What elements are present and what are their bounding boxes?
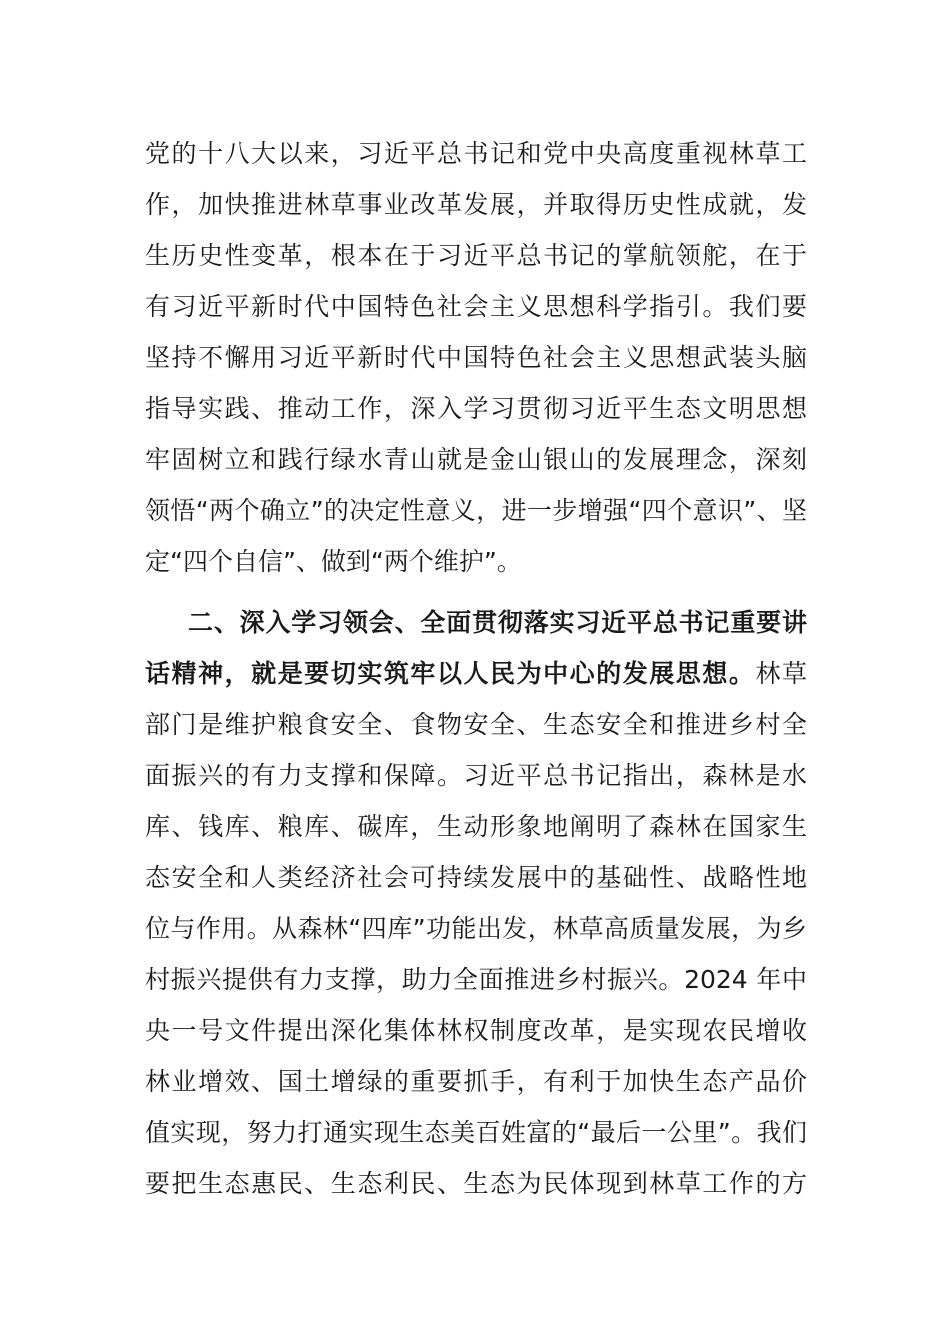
paragraph-line: 林业增效、国土增绿的重要抓手，有利于加快生态产品价 — [145, 1067, 807, 1096]
paragraph-line: 生历史性变革，根本在于习近平总书记的掌航领舵，在于 — [145, 241, 807, 270]
paragraph-line: 作，加快推进林草事业改革发展，并取得历史性成就，发 — [145, 190, 807, 219]
paragraph-line: 村振兴提供有力支撑，助力全面推进乡村振兴。2024 年中 — [145, 965, 807, 994]
paragraph-line: 定“四个自信”、做到“两个维护”。 — [145, 547, 522, 576]
paragraph-line: 部门是维护粮食安全、食物安全、生态安全和推进乡村全 — [145, 710, 807, 739]
paragraph-line: 位与作用。从森林“四库”功能出发，林草高质量发展，为乡 — [145, 914, 807, 943]
section-heading-line-2 — [145, 648, 807, 699]
paragraph-line: 有习近平新时代中国特色社会主义思想科学指引。我们要 — [145, 292, 807, 321]
paragraph-line: 领悟“两个确立”的决定性意义，进一步增强“四个意识”、坚 — [145, 496, 807, 525]
paragraph-1 — [145, 128, 807, 587]
paragraph-line: 党的十八大以来，习近平总书记和党中央高度重视林草工 — [145, 139, 807, 168]
paragraph-text: 林草 — [755, 659, 807, 688]
body-text — [145, 128, 807, 1209]
paragraph-line: 面振兴的有力支撑和保障。习近平总书记指出，森林是水 — [145, 761, 807, 790]
paragraph-line: 牢固树立和践行绿水青山就是金山银山的发展理念，深刻 — [145, 445, 807, 474]
paragraph-line: 态安全和人类经济社会可持续发展中的基础性、战略性地 — [145, 863, 807, 892]
paragraph-line: 库、钱库、粮库、碳库，生动形象地阐明了森林在国家生 — [145, 812, 807, 841]
paragraph-line: 央一号文件提出深化集体林权制度改革，是实现农民增收 — [145, 1016, 807, 1045]
paragraph-line: 坚持不懈用习近平新时代中国特色社会主义思想武装头脑 — [145, 343, 807, 372]
paragraph-spacer — [145, 587, 807, 597]
section-heading-text: 话精神，就是要切实筑牢以人民为中心的发展思想。 — [145, 659, 756, 688]
section-heading-line: 二、深入学习领会、全面贯彻落实习近平总书记重要讲 — [188, 608, 807, 637]
paragraph-line: 值实现，努力打通实现生态美百姓富的“最后一公里”。我们 — [145, 1118, 807, 1147]
paragraph-line: 指导实践、推动工作，深入学习贯彻习近平生态文明思想 — [145, 394, 807, 423]
paragraph-2 — [145, 597, 807, 1209]
paragraph-line: 要把生态惠民、生态利民、生态为民体现到林草工作的方 — [145, 1169, 807, 1198]
